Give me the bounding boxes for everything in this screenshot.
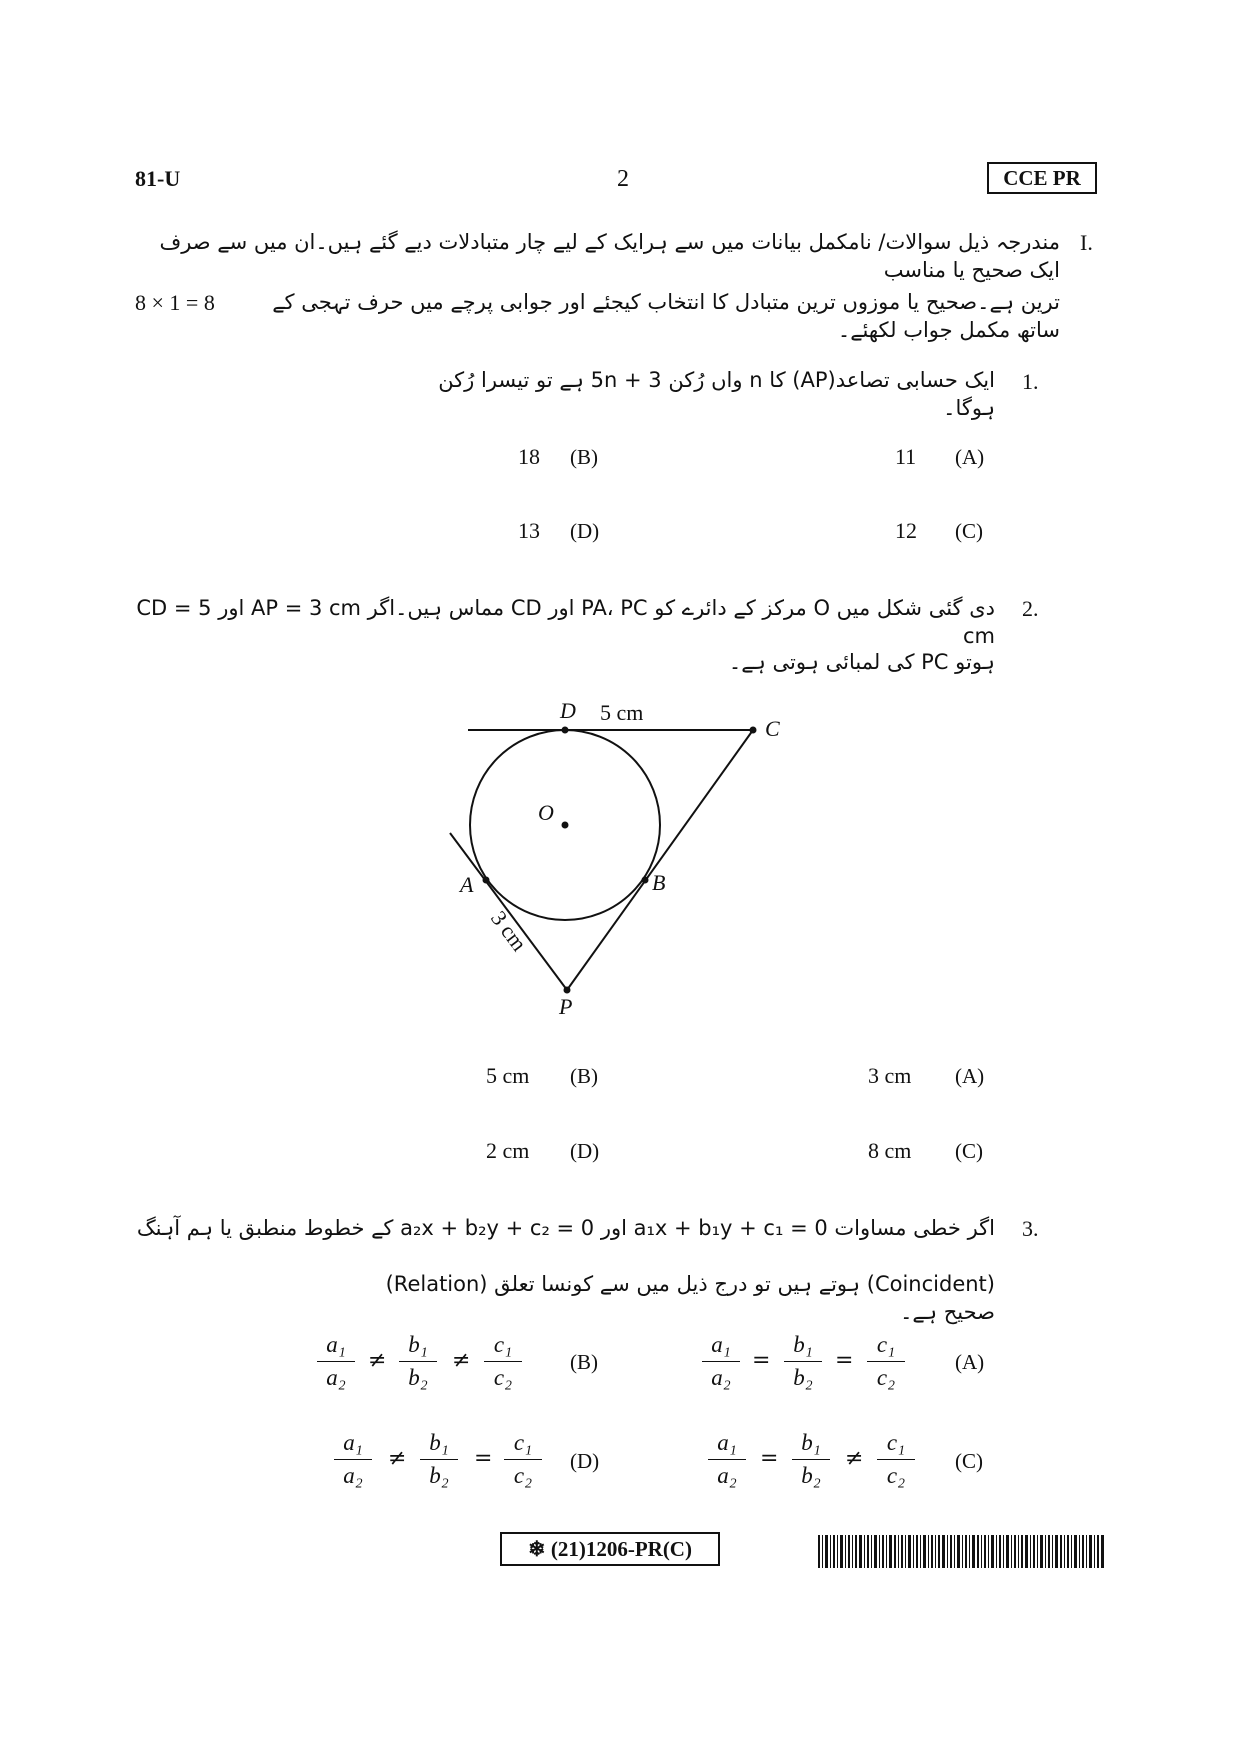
q1-option-c-label[interactable]: (C) bbox=[955, 519, 983, 543]
q3d-rel1: ≠ bbox=[388, 1446, 407, 1471]
q2-option-c-value: 8 cm bbox=[868, 1138, 912, 1163]
q3c-rel2: ≠ bbox=[845, 1446, 864, 1471]
page-number: 2 bbox=[617, 166, 629, 192]
q2-option-a-label[interactable]: (A) bbox=[955, 1064, 985, 1088]
q3d-frac-c: c₁ c₂ bbox=[502, 1428, 544, 1491]
q2-option-c-label[interactable]: (C) bbox=[955, 1139, 983, 1163]
q1-text: ایک حسابی تصاعد(AP) کا n واں رُکن 5n + 3 ہے تو تیسرا رُکن ہوگا۔ bbox=[438, 368, 995, 420]
q3a-frac-a: a₁ a₂ bbox=[700, 1330, 742, 1393]
q1-number: 1. bbox=[1022, 369, 1039, 394]
point-d bbox=[562, 727, 569, 734]
q1-option-a-value: 11 bbox=[895, 444, 917, 469]
point-c bbox=[750, 727, 757, 734]
tangent-circle-figure bbox=[420, 690, 820, 1030]
q2-text-line2: ہوتو PC کی لمبائی ہوتی ہے۔ bbox=[728, 650, 995, 674]
label-c: C bbox=[765, 716, 780, 741]
label-d: D bbox=[560, 698, 576, 723]
point-b bbox=[642, 877, 649, 884]
q3b-rel2: ≠ bbox=[452, 1348, 471, 1373]
q3d-frac-b: b₁ b₂ bbox=[418, 1428, 460, 1491]
q2-option-b-value: 5 cm bbox=[486, 1063, 530, 1088]
label-p: P bbox=[559, 994, 573, 1019]
q3-option-d-label[interactable]: (D) bbox=[570, 1449, 600, 1473]
q3-text-line2: (Coincident) ہوتے ہیں تو درج ذیل میں سے کونسا تعلق (Relation) صحیح ہے۔ bbox=[385, 1272, 995, 1324]
paper-footer-code: ❄ (21)1206-PR(C) bbox=[500, 1532, 720, 1566]
label-o: O bbox=[538, 800, 554, 825]
q2-option-d-value: 2 cm bbox=[486, 1138, 530, 1163]
q3-number: 3. bbox=[1022, 1216, 1039, 1241]
label-b: B bbox=[652, 870, 666, 895]
q3d-rel2: = bbox=[474, 1446, 493, 1471]
section-marks: 8 × 1 = 8 bbox=[135, 290, 215, 315]
q3a-rel2: = bbox=[835, 1348, 854, 1373]
measure-dc: 5 cm bbox=[600, 700, 644, 725]
q3a-frac-b: b₁ b₂ bbox=[782, 1330, 824, 1393]
q3a-frac-c: c₁ c₂ bbox=[865, 1330, 907, 1393]
q3c-rel1: = bbox=[760, 1446, 779, 1471]
section-number: I. bbox=[1080, 230, 1093, 255]
q1-option-d-value: 13 bbox=[518, 518, 540, 543]
q3c-frac-a: a₁ a₂ bbox=[706, 1428, 748, 1491]
q1-option-b-label[interactable]: (B) bbox=[570, 445, 598, 469]
q3c-frac-c: c₁ c₂ bbox=[875, 1428, 917, 1491]
q2-option-a-value: 3 cm bbox=[868, 1063, 912, 1088]
point-p bbox=[564, 987, 571, 994]
q2-option-d-label[interactable]: (D) bbox=[570, 1139, 600, 1163]
paper-code: 81-U bbox=[135, 166, 181, 191]
q2-number: 2. bbox=[1022, 596, 1039, 621]
q3-option-b-label[interactable]: (B) bbox=[570, 1350, 598, 1374]
q3a-rel1: = bbox=[752, 1348, 771, 1373]
q3d-frac-a: a₁ a₂ bbox=[332, 1428, 374, 1491]
q1-option-a-label[interactable]: (A) bbox=[955, 445, 985, 469]
q3c-frac-b: b₁ b₂ bbox=[790, 1428, 832, 1491]
label-a: A bbox=[460, 872, 474, 897]
barcode bbox=[818, 1535, 1104, 1568]
series-box: CCE PR bbox=[987, 162, 1097, 194]
section-instruction-line1: مندرجہ ذیل سوالات/ نامکمل بیانات میں سے ہرایک کے لیے چار متبادلات دیے گئے ہیں۔ان میں سے صرف ایک صحیح یا مناسب bbox=[159, 230, 1060, 282]
q3b-rel1: ≠ bbox=[368, 1348, 387, 1373]
q1-option-d-label[interactable]: (D) bbox=[570, 519, 600, 543]
q3b-frac-c: c₁ c₂ bbox=[482, 1330, 524, 1393]
measure-ap: 3 cm bbox=[486, 905, 533, 956]
q3-option-c-label[interactable]: (C) bbox=[955, 1449, 983, 1473]
q3b-frac-a: a₁ a₂ bbox=[315, 1330, 357, 1393]
q1-option-c-value: 12 bbox=[895, 518, 917, 543]
point-a bbox=[483, 877, 490, 884]
q3-text-line1: اگر خطی مساوات a₁x + b₁y + c₁ = 0 اور a₂x + b₂y + c₂ = 0 کے خطوط منطبق یا ہم آہنگ bbox=[136, 1216, 995, 1240]
q2-option-b-label[interactable]: (B) bbox=[570, 1064, 598, 1088]
q2-text-line1: دی گئی شکل میں O مرکز کے دائرے کو PA، PC اور CD مماس ہیں۔اگر AP = 3 cm اور CD = 5 cm bbox=[136, 596, 995, 648]
tangent-line-cp bbox=[567, 730, 753, 990]
q3b-frac-b: b₁ b₂ bbox=[397, 1330, 439, 1393]
q3-option-a-label[interactable]: (A) bbox=[955, 1350, 985, 1374]
center-point bbox=[562, 822, 569, 829]
q1-option-b-value: 18 bbox=[518, 444, 540, 469]
section-instruction-line2: ترین ہے۔صحیح یا موزوں ترین متبادل کا انتخاب کیجئے اور جوابی پرچے میں حرف تہجی کے ساتھ مکمل جواب لکھئے۔ bbox=[272, 290, 1060, 342]
